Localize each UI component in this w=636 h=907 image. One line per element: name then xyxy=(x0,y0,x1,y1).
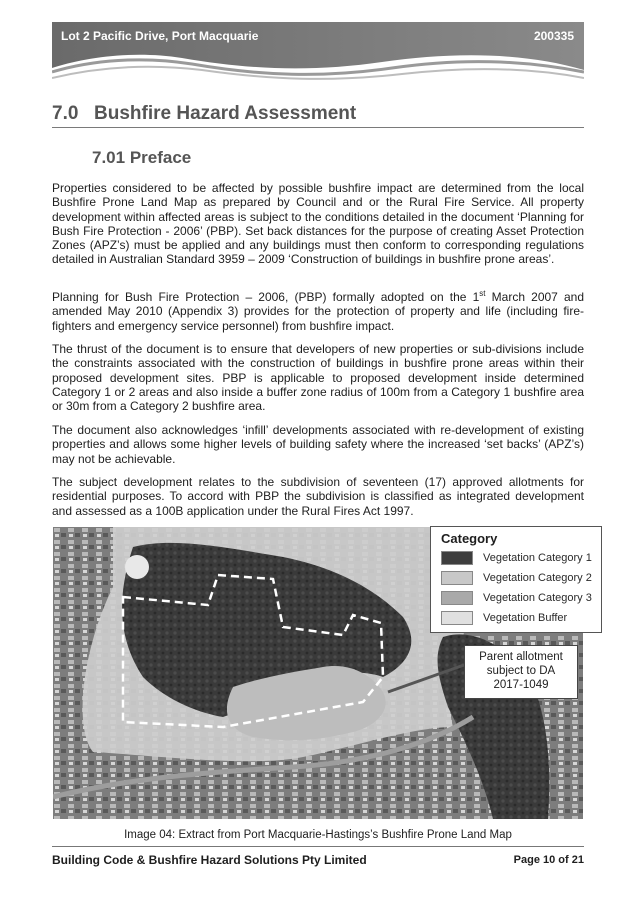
paragraph-2 xyxy=(52,290,584,333)
subsection-number: 7.01 xyxy=(92,148,126,167)
footer-company: Building Code & Bushfire Hazard Solutions Pty Limited xyxy=(52,853,367,867)
footer-divider xyxy=(52,846,584,847)
map-legend xyxy=(430,526,602,633)
header-banner xyxy=(52,22,584,84)
callout-line: subject to DA xyxy=(486,665,556,677)
page-number: Page 10 of 21 xyxy=(513,854,584,866)
legend-swatch-category-3 xyxy=(441,591,473,605)
image-caption: Image 04: Extract from Port Macquarie-Hastings’s Bushfire Prone Land Map xyxy=(124,829,512,841)
subsection-heading xyxy=(92,148,191,168)
legend-swatch-category-2 xyxy=(441,571,473,585)
callout-line: Parent allotment xyxy=(479,651,563,663)
section-number: 7.0 xyxy=(52,103,79,124)
header-reference-number: 200335 xyxy=(533,29,574,43)
paragraph-4: The document also acknowledges ‘infill’ developments associated with re-development of existing properties and allows some higher levels of building safety where the increased ‘set backs’ (APZ’s) may not be achievable. xyxy=(52,423,584,466)
legend-title: Category xyxy=(441,531,498,546)
legend-label: Vegetation Category 2 xyxy=(483,572,592,584)
parent-allotment-callout xyxy=(464,645,578,699)
section-heading xyxy=(52,103,584,128)
paragraph-2-part-a: Planning for Bush Fire Protection – 2006, (PBP) formally adopted on the 1 xyxy=(52,290,480,304)
paragraph-1: Properties considered to be affected by possible bushfire impact are determined from the local Bushfire Prone Land Map as prepared by Council and or the Rural Fire Service. All property development within affected areas is subject to the conditions detailed in the document ‘Planning for Bush Fire Protection - 2006’ (PBP). Set back distances for the purpose of creating Asset Protection Zones (APZ’s) must be applied and any buildings must then conform to corresponding regulations detailed in Australian Standard 3959 – 2009 ‘Construction of buildings in bushfire prone areas’. xyxy=(52,181,584,267)
legend-swatch-buffer xyxy=(441,611,473,625)
legend-label: Vegetation Category 1 xyxy=(483,552,592,564)
subsection-title: Preface xyxy=(129,148,192,167)
paragraph-2-part-b: March 2007 and amended May 2010 (Appendix 3) provides for the protection of property and life (including fire-fighters and emergency service personnel) from bushfire impact. xyxy=(52,290,585,333)
legend-label: Vegetation Buffer xyxy=(483,612,568,624)
callout-line: 2017-1049 xyxy=(493,679,549,691)
legend-swatch-category-1 xyxy=(441,551,473,565)
header-title: Lot 2 Pacific Drive, Port Macquarie xyxy=(61,29,259,43)
paragraph-2-superscript: st xyxy=(479,289,486,298)
section-title: Bushfire Hazard Assessment xyxy=(94,103,357,124)
paragraph-3: The thrust of the document is to ensure that developers of new properties or sub-divisions include the constraints associated with the construction of buildings in bushfire prone areas within their proposed development sites. PBP is applicable to proposed development inside determined Category 1 or 2 areas and also inside a buffer zone radius of 100m from a Category 1 bushfire area or 30m from a Category 2 bushfire area. xyxy=(52,342,584,414)
legend-label: Vegetation Category 3 xyxy=(483,592,592,604)
paragraph-5: The subject development relates to the subdivision of seventeen (17) approved allotments for residential purposes. To accord with PBP the subdivision is classified as integrated development and assessed as a 100B application under the Rural Fires Act 1997. xyxy=(52,475,584,518)
